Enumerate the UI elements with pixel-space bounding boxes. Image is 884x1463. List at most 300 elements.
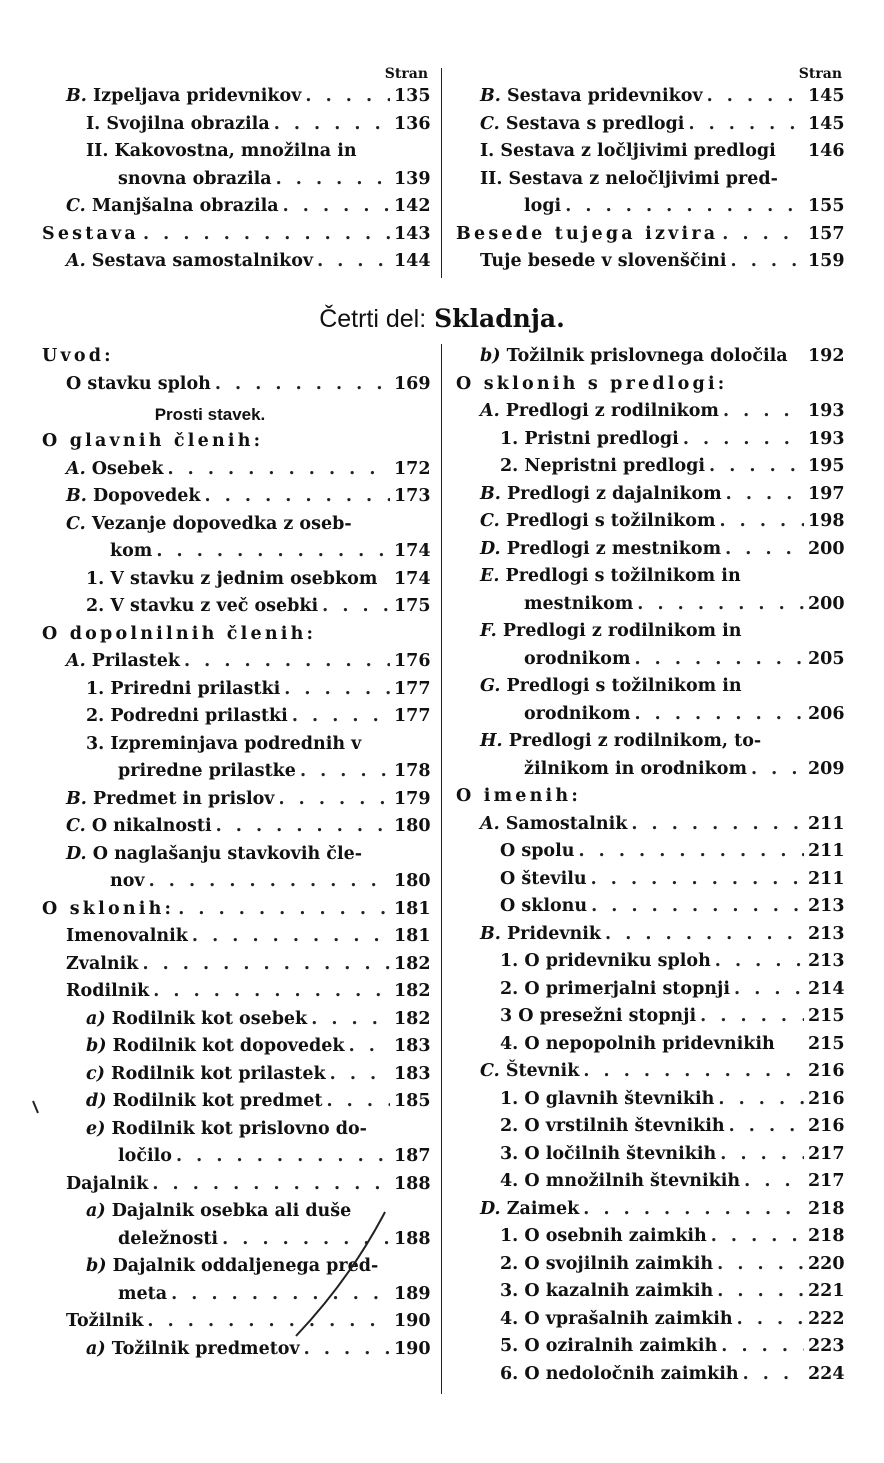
toc-entry-title [42,221,139,249]
toc-entry-text: Predmet in prislov [92,788,275,809]
toc-entry-title [480,111,684,139]
part-title [0,300,884,338]
dot-leader [583,1196,804,1224]
toc-entry [456,1113,845,1141]
toc-entry-title [456,783,842,811]
page-number: 135 [394,86,431,106]
dot-leader [147,1308,390,1336]
toc-entry-title [480,673,842,701]
toc-entry-text: O sklonih: [42,898,175,919]
page-number: 155 [808,196,845,216]
toc-entry [456,1306,845,1334]
toc-entry-text: kom [110,541,153,561]
dot-leader [205,483,390,511]
toc-entry-text: Predlogi s tožilnikom in [505,566,741,586]
toc-entry-label: C. [66,513,86,534]
page-number: 223 [808,1336,845,1356]
toc-section-entry [456,783,842,811]
toc-entry-text: Vezanje dopovedka z oseb- [91,513,352,534]
toc-entry [456,166,842,194]
page-number: 216 [808,1088,845,1109]
toc-entry-title [118,1143,172,1171]
toc-entry-text: meta [118,1283,168,1304]
page-number: 197 [808,483,845,504]
page-number: 181 [394,926,431,946]
dot-leader [304,1336,390,1364]
page-number: 139 [394,168,431,189]
column-divider [441,344,442,1394]
page-number: 143 [394,223,431,244]
toc-entry-text: Rodilnik kot predmet [112,1091,323,1111]
toc-entry-text: 5. O oziralnih zaimkih [500,1336,718,1356]
page-number: 213 [808,923,845,944]
dot-leader [631,811,804,839]
toc-entry [456,1223,845,1251]
toc-entry-title [66,1171,148,1199]
toc-entry-text: Predlogi s tožilnikom [505,511,716,531]
toc-entry-text: nov [110,871,145,891]
toc-entry-title [480,508,715,536]
toc-section-entry [456,221,845,249]
toc-entry-text: Predlogi z rodilnikom, to- [508,731,762,751]
toc-entry [42,813,431,841]
toc-entry-text: 3. O kazalnih zaimkih [500,1281,714,1301]
toc-entry-text: Izpeljava pridevnikov [92,86,302,106]
toc-entry [456,426,845,454]
toc-entry-title [480,248,727,276]
toc-entry-title [66,456,164,484]
dot-leader [726,481,804,509]
toc-entry-title [500,976,730,1004]
toc-entry-text: Rodilnik kot osebek [111,1008,308,1029]
toc-entry-text: O glavnih členih: [42,431,264,451]
toc-entry [456,1196,845,1224]
page-number: 216 [808,1061,845,1081]
toc-entry-label: H. [480,731,503,751]
page-number: 190 [394,1338,431,1359]
toc-entry [456,138,845,166]
toc-entry-text: Sestava pridevnikov [506,86,703,106]
toc-entry-title [480,1058,579,1086]
toc-entry-title [500,1141,716,1169]
dot-leader [605,921,804,949]
page-number: 195 [808,456,845,476]
toc-entry [42,1253,428,1281]
toc-entry-title [42,896,174,924]
toc-entry-title [500,1223,707,1251]
toc-entry [42,978,431,1006]
dot-leader [156,538,390,566]
toc-entry-text: ločilo [118,1146,172,1166]
toc-entry-title [480,481,722,509]
toc-entry-title [480,728,842,756]
toc-entry-text: orodnikom [524,703,631,724]
toc-entry-text: Dopovedek [92,486,201,506]
page-number: 183 [394,1036,431,1056]
dot-leader [222,1226,390,1254]
toc-entry-text: Predlogi z rodilnikom in [502,621,742,641]
dot-leader [715,948,804,976]
toc-entry [456,398,845,426]
toc-entry-title [500,866,587,894]
toc-entry-text: 4. O vprašalnih zaimkih [500,1308,733,1329]
page-number: 183 [394,1063,431,1084]
toc-entry [42,538,431,566]
toc-entry [456,453,845,481]
toc-entry-text: Tuje besede v slovenščini [480,251,727,271]
toc-entry [42,731,428,759]
page-number: 159 [808,251,845,271]
page-number: 188 [394,1228,431,1249]
toc-entry [456,111,845,139]
page-number: 215 [808,1006,845,1026]
toc-entry-text: Dajalnik [66,1173,149,1194]
page-number: 146 [808,141,845,161]
page-number: 182 [394,1008,431,1029]
toc-entry [456,838,845,866]
toc-entry-title [500,948,711,976]
toc-entry [456,811,845,839]
page-number: 224 [808,1363,845,1384]
page-number: 189 [394,1283,431,1304]
toc-entry-text: O sklonu [500,896,588,916]
dot-leader [591,866,804,894]
dot-leader [635,701,805,729]
toc-section-entry [42,896,431,924]
dot-leader [744,1168,804,1196]
toc-entry [42,371,431,399]
toc-entry [42,786,431,814]
dot-leader [731,248,804,276]
page-number: 190 [394,1311,431,1331]
page-number: 169 [394,373,431,394]
toc-entry-title [480,83,703,111]
toc-entry-label: a) [86,1201,106,1221]
dot-leader [583,1058,804,1086]
toc-entry-title [66,813,212,841]
dot-leader [578,838,804,866]
toc-entry-title [500,453,705,481]
toc-entry-text: Zvalnik [66,953,139,974]
page-number: 142 [394,196,431,216]
toc-entry-label: A. [66,458,86,479]
toc-entry-text: Tožilnik [66,1311,144,1331]
toc-entry-title [500,1003,696,1031]
toc-entry [42,1281,431,1309]
toc-entry-text: logi [524,196,562,216]
page-number: 213 [808,951,845,971]
toc-entry-text: O številu [500,868,587,889]
dot-leader [737,1306,804,1334]
dot-leader [168,456,391,484]
page-number: 187 [394,1146,431,1166]
toc-entry-title [500,1333,717,1361]
toc-entry-label: F. [480,621,497,641]
toc-entry-title [42,428,428,456]
toc-entry-title [66,248,313,276]
toc-entry-title [500,1361,739,1389]
toc-entry-text: I. Svojilna obrazila [86,113,270,134]
dot-leader [171,1281,390,1309]
dot-leader [711,1223,804,1251]
toc-section-entry [42,343,428,371]
toc-entry-text: 3 O presežni stopnji [500,1006,697,1026]
toc-entry-label: b) [86,1036,107,1056]
page-number: 205 [808,648,845,669]
toc-entry-title [118,758,296,786]
page-number: 144 [394,251,431,271]
dot-leader [725,536,804,564]
toc-entry-text: Predlogi z rodilnikom [505,401,719,421]
toc-entry [456,921,845,949]
toc-entry-title [86,593,318,621]
dot-leader [565,193,804,221]
page-number: 213 [808,896,845,916]
page-number: 172 [394,458,431,479]
toc-entry-text: Dajalnik oddaljenega pred- [112,1256,379,1276]
toc-entry [456,618,842,646]
toc-entry-text: O sklonih s predlogi: [456,373,728,394]
toc-entry [456,563,842,591]
toc-entry-text: Predlogi z dajalnikom [506,483,722,504]
toc-entry [456,591,845,619]
toc-entry-text: O nikalnosti [91,816,212,836]
page-number: 221 [808,1281,845,1301]
dot-leader [718,1086,804,1114]
dot-leader [284,676,390,704]
dot-leader [720,1141,804,1169]
toc-entry [42,456,431,484]
toc-entry-text: snovna obrazila [118,168,272,189]
toc-entry-label: E. [480,566,500,586]
toc-entry-title [480,138,776,166]
page-number: 182 [394,981,431,1001]
toc-entry-label: A. [480,401,500,421]
toc-entry-text: Dajalnik osebka ali duše [111,1201,352,1221]
page-number: 211 [808,813,845,834]
page-number: 218 [808,1198,845,1219]
toc-entry-title [118,166,272,194]
toc-entry-title [66,83,301,111]
toc-entry-text: Uvod: [42,346,114,366]
toc-entry-title [86,1336,300,1364]
toc-entry-title [480,921,601,949]
page-number: 175 [394,596,431,616]
toc-entry-title [66,1308,143,1336]
toc-entry-title [42,343,428,371]
toc-entry-text: 1. V stavku z jednim osebkom [86,568,378,589]
toc-entry [42,1336,431,1364]
toc-entry-title [86,1253,428,1281]
toc-entry-title [86,138,428,166]
part-name: Skladnja. [434,304,565,333]
page-number: 218 [808,1226,845,1246]
page-number: 198 [808,511,845,531]
page-number: 177 [394,706,431,726]
page-number: 193 [808,428,845,449]
toc-entry-text: Prilastek [91,651,180,671]
toc-entry-text: 6. O nedoločnih zaimkih [500,1363,739,1384]
toc-entry-label: B. [66,486,87,506]
toc-entry [42,758,431,786]
page-number: 206 [808,703,845,724]
toc-entry-text: Tožilnik prislovnega določila [506,346,788,366]
toc-entry-title [66,786,274,814]
toc-entry-title [86,731,428,759]
toc-entry-title [480,536,721,564]
toc-entry [456,976,845,1004]
toc-entry-label: A. [66,251,86,271]
toc-entry [42,648,431,676]
toc-entry-label: G. [480,676,501,696]
page-number: 211 [808,841,845,861]
toc-entry [456,481,845,509]
toc-entry-title [66,193,279,221]
dot-leader [152,1171,390,1199]
toc-column-bottom-right [456,343,845,1388]
page-number: 173 [394,486,431,506]
toc-entry-text: Imenovalnik [66,926,188,946]
toc-entry-title [524,701,631,729]
dot-leader [743,1361,804,1389]
toc-entry-label: a) [86,1338,106,1359]
dot-leader [192,923,390,951]
toc-entry-title [500,893,587,921]
toc-entry-title [456,371,842,399]
toc-entry-title [500,1031,775,1059]
toc-entry-text: Rodilnik [66,981,150,1001]
toc-entry [42,1308,431,1336]
dot-leader [734,976,804,1004]
page-number: 182 [394,953,431,974]
toc-entry-title [66,483,201,511]
toc-entry-title [480,398,719,426]
toc-entry-title [86,1033,345,1061]
page-number: 200 [808,538,845,559]
toc-section-entry [42,621,428,649]
dot-leader [700,1003,804,1031]
toc-entry [456,646,845,674]
toc-entry-title [500,1168,740,1196]
toc-entry-text: O imenih: [456,786,581,806]
toc-entry [42,138,428,166]
toc-entry [42,1198,428,1226]
toc-entry-label: a) [86,1008,106,1029]
toc-entry-label: D. [480,538,501,559]
page-number: 215 [808,1033,845,1054]
toc-section-entry [42,428,428,456]
toc-entry-title [524,193,561,221]
dot-leader [274,111,390,139]
toc-entry-text: Sestava [42,223,139,244]
page-number: 200 [808,593,845,614]
dot-leader [283,193,390,221]
page-number: 178 [394,761,431,781]
dot-leader [311,1006,390,1034]
page-number: 179 [394,788,431,809]
toc-entry-text: Tožilnik predmetov [111,1338,300,1359]
toc-entry-title [66,923,188,951]
toc-column-top-right [456,65,845,276]
dot-leader [292,703,390,731]
toc-entry [42,1033,431,1061]
toc-entry-title [500,1113,725,1141]
toc-entry-text: II. Kakovostna, množilna in [86,141,357,161]
toc-entry-title [86,1116,428,1144]
page-number: 180 [394,871,431,891]
dot-leader [178,896,390,924]
toc-entry-label: C. [66,816,86,836]
dot-leader [327,1088,391,1116]
toc-entry [456,1141,845,1169]
toc-entry-title [480,166,842,194]
toc-entry-text: 1. O pridevniku sploh [500,951,711,971]
toc-entry [42,111,431,139]
toc-entry-text: O spolu [500,841,575,861]
toc-entry-text: 2. O vrstilnih števnikih [500,1116,725,1136]
dot-leader [176,1143,390,1171]
dot-leader [305,83,390,111]
toc-entry [42,566,431,594]
toc-entry-text: 3. Izpreminjava podrednih v [86,733,362,754]
toc-entry-text: O dopolnilnih členih: [42,623,317,644]
toc-entry-text: 1. O osebnih zaimkih [500,1226,707,1246]
toc-entry-title [118,1226,218,1254]
toc-entry-label: e) [86,1118,106,1139]
toc-entry-title [500,1251,713,1279]
toc-entry-text: II. Sestava z neločljivimi pred- [480,168,778,189]
toc-entry-title [66,511,428,539]
toc-entry [42,951,431,979]
toc-entry-text: Osebek [91,458,164,479]
page-number: 188 [394,1173,431,1194]
toc-column-top-left [42,65,431,276]
toc-entry [42,483,431,511]
toc-entry [42,1006,431,1034]
toc-entry-text: Rodilnik kot prilastek [111,1063,326,1084]
toc-entry-text: Besede tujega izvira [456,223,719,244]
toc-entry-label: B. [480,483,501,504]
dot-leader [717,1278,804,1306]
toc-entry-text: O stavku sploh [66,373,211,394]
toc-entry-text: Sestava samostalnikov [91,251,314,271]
toc-entry-title [86,676,280,704]
toc-entry-title [86,1061,326,1089]
page-number: 174 [394,541,431,561]
toc-entry-text: deležnosti [118,1228,219,1249]
toc-entry [456,756,845,784]
toc-entry-title [500,1306,733,1334]
dot-leader [723,398,804,426]
toc-entry [456,701,845,729]
toc-entry-text: Samostalnik [505,813,628,834]
dot-leader [719,508,804,536]
toc-entry-text: 1. Priredni prilastki [86,678,281,699]
toc-entry-title [110,868,145,896]
toc-entry-text: Manjšalna obrazila [91,196,279,216]
toc-entry-text: I. Sestava z ločljivimi predlogi [480,141,776,161]
toc-entry-text: mestnikom [524,593,634,614]
toc-entry [456,1333,845,1361]
dot-leader [688,111,804,139]
toc-entry-title [66,371,211,399]
dot-leader [153,978,390,1006]
toc-entry-text: Predlogi s tožilnikom in [506,676,742,696]
dot-leader [216,813,390,841]
toc-entry [42,841,428,869]
toc-entry-text: 2. O primerjalni stopnji [500,978,731,999]
toc-entry-title [86,111,270,139]
